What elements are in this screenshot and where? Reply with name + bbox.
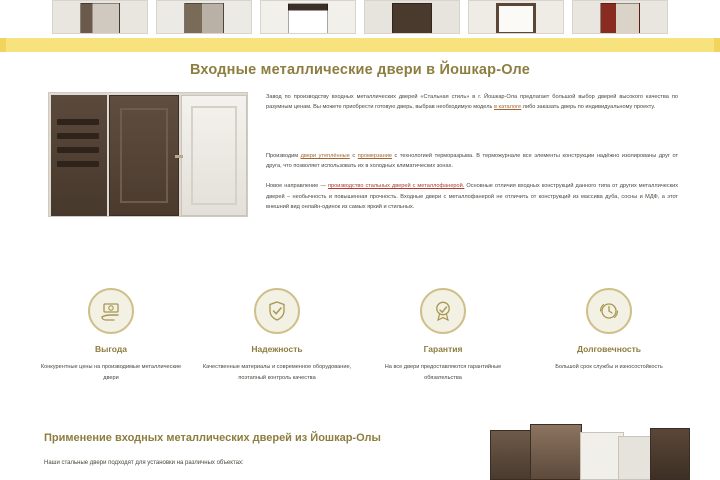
intro-p2-mid: с <box>352 152 356 159</box>
feature-durability <box>534 288 684 418</box>
insulated-doors-link[interactable]: двери утеплённые <box>300 152 350 159</box>
section2-text: Наши стальные двери подходят для установки на различных объектах: <box>44 460 244 466</box>
feature-desc: Большой срок службы и износостойкость <box>555 364 663 370</box>
money-hand-icon <box>88 288 134 334</box>
door-leaf-light <box>181 95 247 216</box>
lock-bar <box>57 119 99 125</box>
intro-p1-a: Завод по производству входных металлических дверей «Стальная стиль» в г. Йошкар-Ола предлагает большой выбор дверей высокого качества по разумным ценам. Вы можете приобрести готовую дверь, выбрав необходимую модель <box>266 94 678 111</box>
thumb-door-5[interactable] <box>468 0 564 34</box>
shield-check-icon <box>254 288 300 334</box>
door-model <box>650 428 690 480</box>
intro-text <box>266 92 678 222</box>
intro-paragraph-2 <box>266 151 678 172</box>
feature-desc: На все двери предоставляются гарантийные обязательства <box>384 364 502 381</box>
door-icon <box>496 3 536 34</box>
lock-bar <box>57 161 99 167</box>
intro-paragraph-3 <box>266 181 678 212</box>
door-model <box>490 430 534 480</box>
door-handle-icon <box>175 155 183 158</box>
feature-desc: Конкурентные цены на производимые металлические двери <box>40 364 182 381</box>
intro-section <box>48 92 678 217</box>
intro-paragraph-1 <box>266 92 678 113</box>
feature-warranty <box>368 288 518 418</box>
door-lock-panel <box>51 95 107 216</box>
intro-p1-b: либо заказать дверь по индивидуальному проекту. <box>522 104 656 111</box>
thumb-door-1[interactable] <box>52 0 148 34</box>
door-model <box>530 424 582 480</box>
divider-edge-right <box>714 38 720 52</box>
thumb-door-2[interactable] <box>156 0 252 34</box>
intro-p2-b: с технологией терморазрыва. В терможурнале все элементы конструкции надёжно изолированы друг от друга, что позволяет использовать их в холодных климатических зонах. <box>266 152 679 170</box>
door-thumbnail-strip[interactable] <box>0 0 720 38</box>
entrance-door-photo <box>48 92 248 217</box>
thumb-door-6[interactable] <box>572 0 668 34</box>
door-icon <box>288 3 328 34</box>
features-section <box>36 288 684 418</box>
divider-edge-left <box>0 38 6 52</box>
feature-title: Долговечность <box>576 344 642 354</box>
door-icon <box>184 3 224 34</box>
lock-bar <box>57 133 99 139</box>
feature-title: Гарантия <box>423 344 463 354</box>
section2-title: Применение входных металлических дверей из Йошкар-Олы <box>44 432 381 444</box>
door-icon <box>80 3 120 34</box>
door-icon <box>600 3 640 34</box>
lock-bar <box>57 147 99 153</box>
metal-plywood-doors-link[interactable]: производство стальных дверей с металлофанерой. <box>327 183 465 190</box>
feature-title: Выгода <box>94 344 128 354</box>
feature-title: Надежность <box>251 344 303 354</box>
yellow-divider <box>0 38 720 52</box>
award-ribbon-icon <box>420 288 466 334</box>
feature-benefit <box>36 288 186 418</box>
freezing-link[interactable]: промерзание <box>357 152 392 159</box>
thumb-door-4[interactable] <box>364 0 460 34</box>
door-icon <box>392 3 432 34</box>
page-title: Входные металлические двери в Йошкар-Оле <box>189 62 531 78</box>
intro-p3-a: Новое направление — <box>266 183 326 190</box>
feature-desc: Качественные материалы и современное оборудование, поэтапный контроль качества <box>202 364 352 381</box>
catalog-link[interactable]: в каталоге <box>493 104 522 111</box>
thumb-door-3[interactable] <box>260 0 356 34</box>
intro-p2-a: Производим <box>266 152 299 159</box>
door-leaf-dark <box>109 95 179 216</box>
intro-p3-b: Основные отличия входных конструкций данного типа от других металлических дверей – необычность и повышенная прочность. Входные двери с металлофанерой не отличить от конструкций из массива дуба, сосны и МДФ, а этот внешний вид онлайн-одинок из самых яркий и стильных. <box>266 183 679 211</box>
feature-reliability <box>202 288 352 418</box>
door-models-row <box>490 424 690 480</box>
clock-shield-icon <box>586 288 632 334</box>
